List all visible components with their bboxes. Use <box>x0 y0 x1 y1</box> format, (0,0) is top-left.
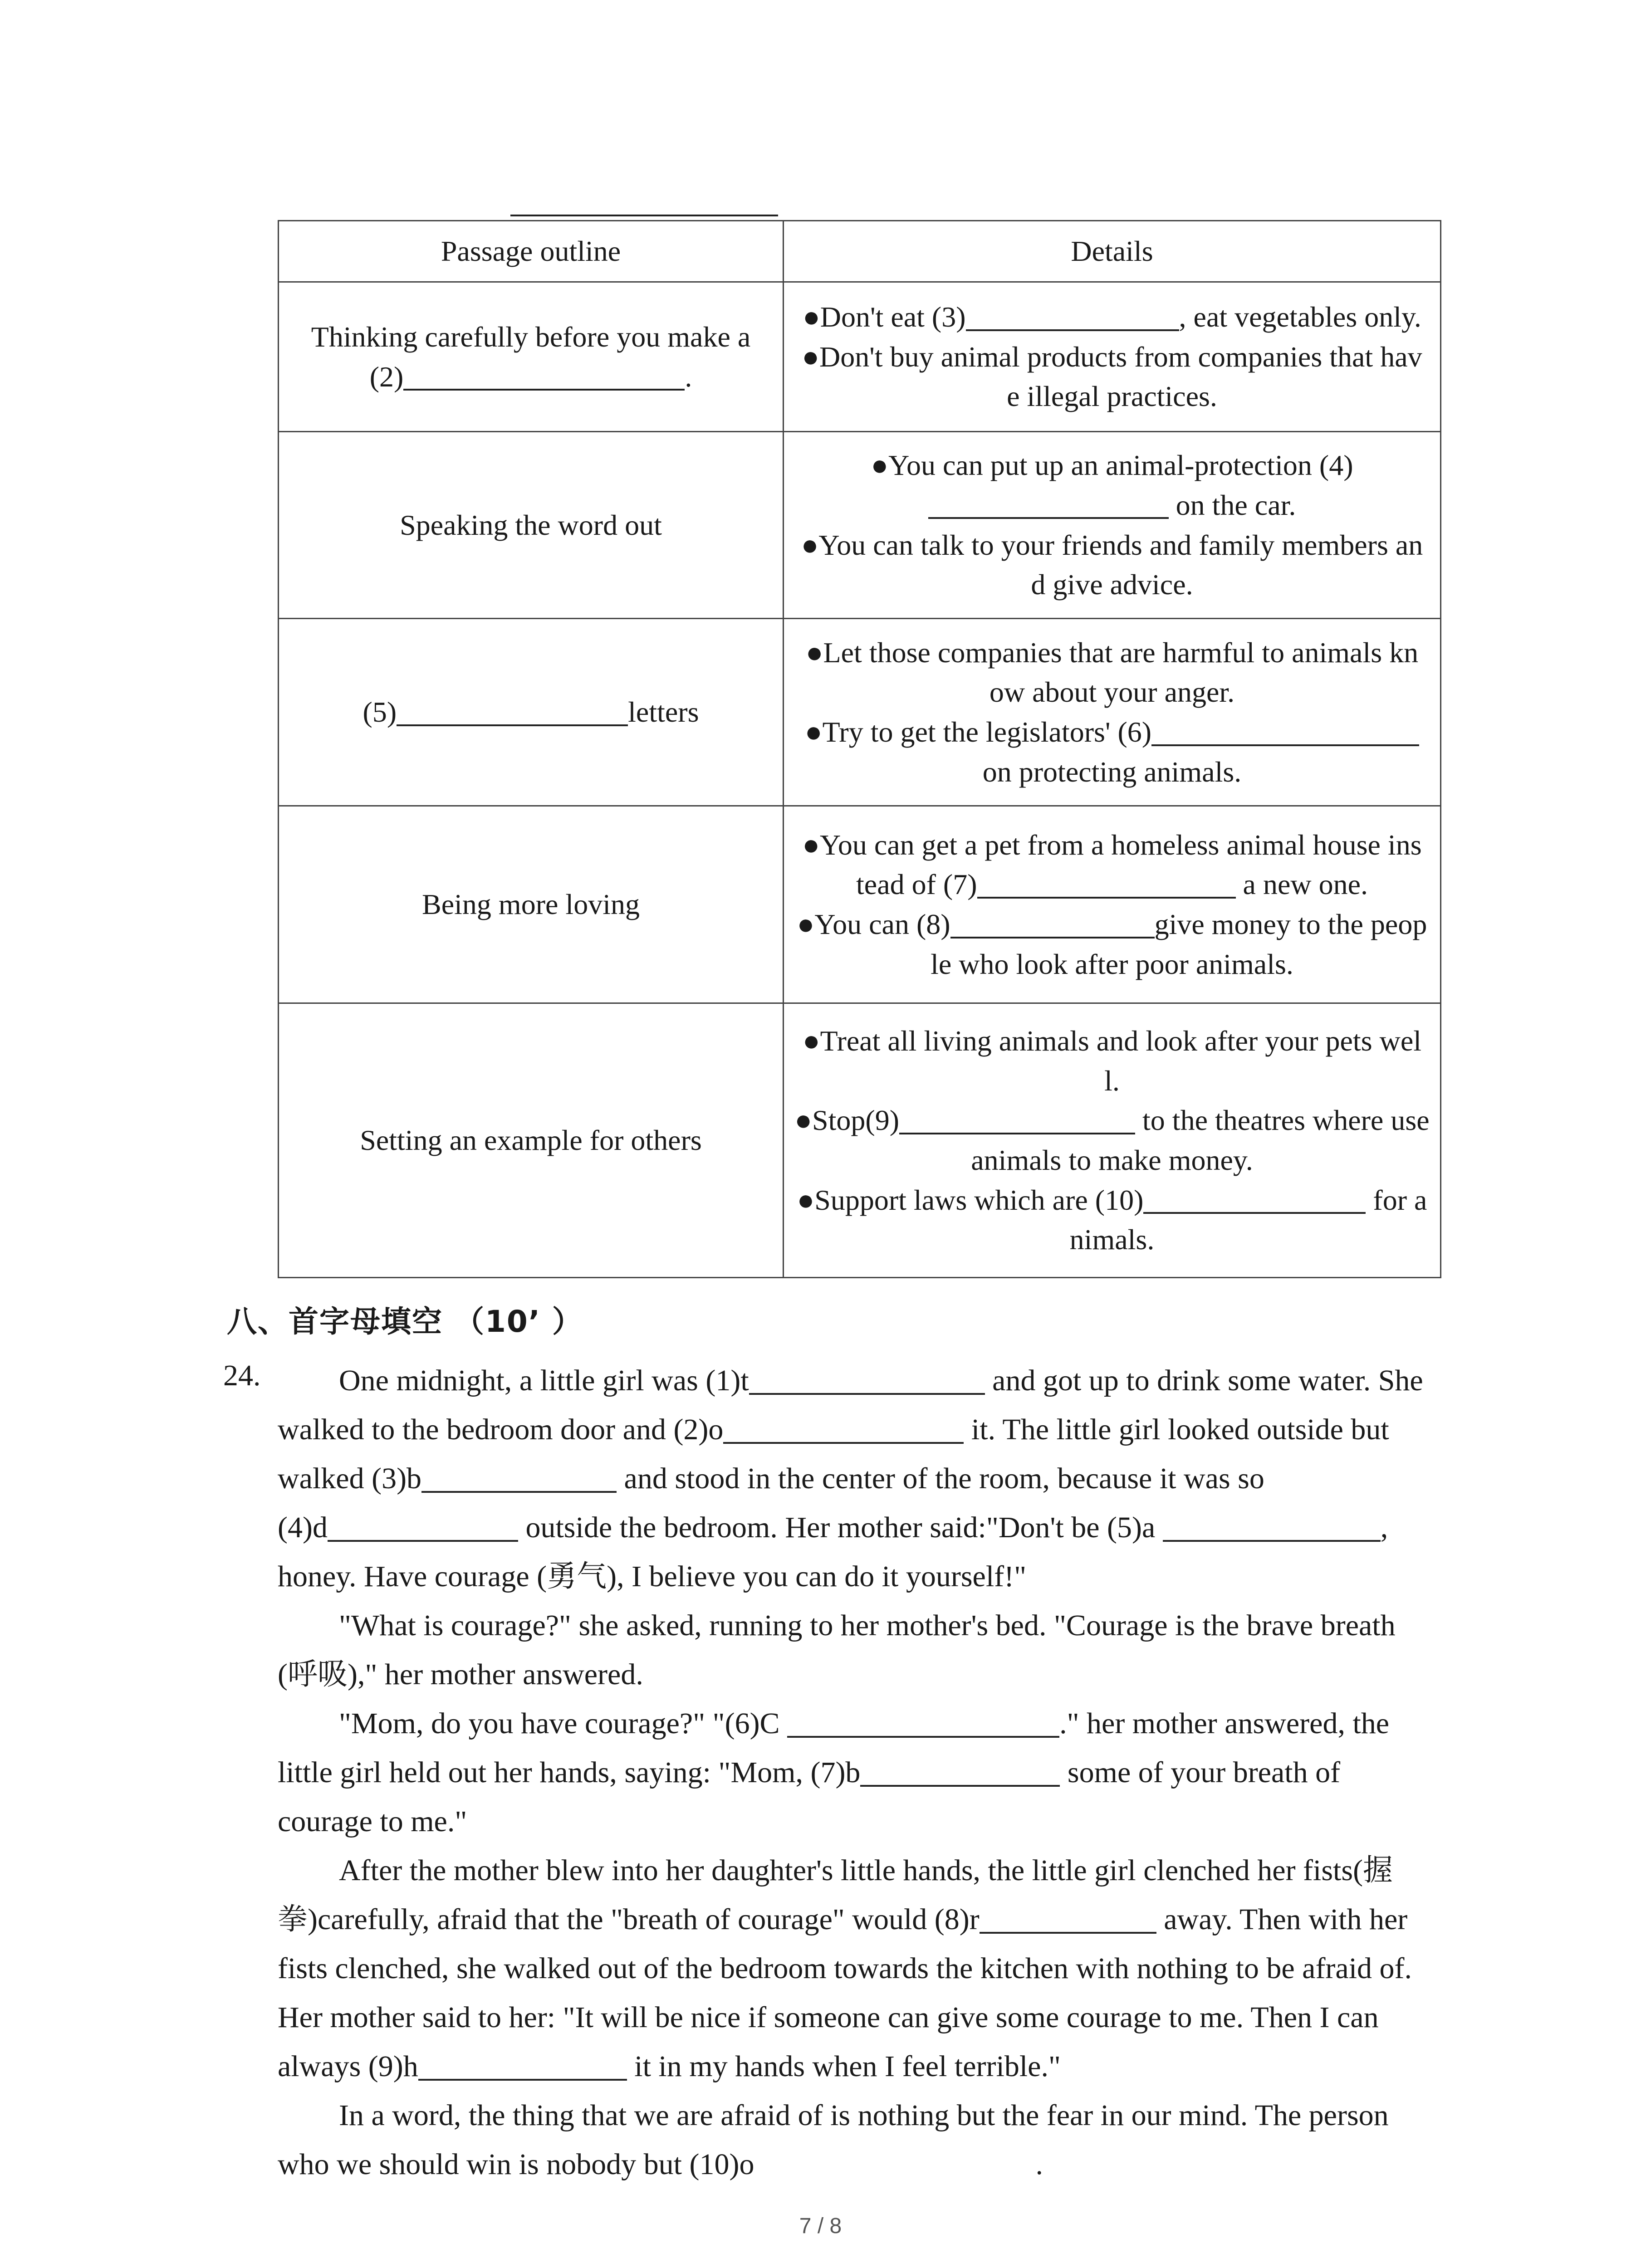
detail-item: ●Treat all living animals and look after your pets wel <box>803 1024 1421 1057</box>
blank-9[interactable] <box>899 1104 1135 1134</box>
outline-cell: (5) letters <box>279 619 784 806</box>
table-row <box>279 806 1441 1003</box>
section-title: 八、首字母填空 （10’ ） <box>227 1304 583 1339</box>
passage-line: "Mom, do you have courage?" "(6)C ." her mother answered, the <box>278 1699 1444 1748</box>
passage-line: who we should win is nobody but (10)o . <box>278 2148 1043 2181</box>
blank-4[interactable] <box>928 488 1169 519</box>
blank-p2[interactable] <box>723 1412 964 1444</box>
header-details: Details <box>784 221 1441 282</box>
detail-item: ●You can (8) give money to the peop <box>797 908 1427 940</box>
detail-item: ●Don't buy animal products from companies that hav <box>802 340 1422 373</box>
passage-line: "What is courage?" she asked, running to her mother's bed. "Courage is the brave breath <box>339 1609 1396 1642</box>
detail-item: ●Support laws which are (10) for a <box>797 1183 1427 1216</box>
passage-line: always (9)h it in my hands when I feel terrible." <box>278 2042 1444 2091</box>
passage-outline-table <box>278 220 1441 1278</box>
detail-item-cont: e illegal practices. <box>1007 380 1217 413</box>
passage-line: (4)d outside the bedroom. Her mother said:"Don't be (5)a , <box>278 1503 1444 1552</box>
blank-8[interactable] <box>950 908 1155 938</box>
detail-item-cont: l. <box>1104 1064 1120 1097</box>
passage-line: little girl held out her hands, saying: "Mom, (7)b some of your breath of <box>278 1748 1444 1797</box>
blank-p4[interactable] <box>328 1510 518 1542</box>
table-row <box>279 619 1441 806</box>
detail-item: ●Don't eat (3) , eat vegetables only. <box>803 300 1421 333</box>
blank-10[interactable] <box>1143 1183 1366 1214</box>
outline-cell <box>279 282 784 432</box>
page-number: 7 / 8 <box>799 2214 842 2238</box>
passage-line: One midnight, a little girl was (1)t and got up to drink some water. She <box>278 1356 1444 1405</box>
details-cell <box>784 432 1441 619</box>
outline-cell: Being more loving <box>279 806 784 1003</box>
blank-6[interactable] <box>1151 715 1419 746</box>
detail-item-cont: d give advice. <box>1031 568 1193 601</box>
detail-item-cont: nimals. <box>1069 1223 1155 1256</box>
table-row <box>279 1003 1441 1278</box>
blank-3[interactable] <box>966 300 1179 331</box>
detail-item: ●You can talk to your friends and family members an <box>801 528 1423 561</box>
question-number: 24. <box>223 1359 261 1392</box>
details-cell <box>784 1003 1441 1278</box>
details-cell <box>784 806 1441 1003</box>
passage-line: In a word, the thing that we are afraid of is nothing but the fear in our mind. The person <box>339 2099 1389 2132</box>
detail-item: ●You can put up an animal-protection (4) <box>871 449 1353 482</box>
blank-p7[interactable] <box>860 1755 1060 1787</box>
blank-2[interactable] <box>403 360 685 391</box>
table-row <box>279 282 1441 432</box>
detail-item-cont: animals to make money. <box>971 1144 1253 1176</box>
blank-p9[interactable] <box>418 2049 627 2081</box>
passage-line: courage to me." <box>278 1805 467 1838</box>
detail-item-cont: ow about your anger. <box>989 676 1235 709</box>
detail-item-cont: le who look after poor animals. <box>931 948 1293 980</box>
answer-line-top <box>510 215 778 216</box>
blank-p6[interactable] <box>787 1706 1059 1738</box>
detail-item: ●Let those companies that are harmful to animals kn <box>805 636 1419 669</box>
details-cell <box>784 282 1441 432</box>
outline-text: (2) . <box>369 360 692 393</box>
table-row <box>279 432 1441 619</box>
outline-cell: Speaking the word out <box>279 432 784 619</box>
passage-line: Her mother said to her: "It will be nice if someone can give some courage to me. Then I can <box>278 2001 1379 2034</box>
blank-p8[interactable] <box>980 1902 1156 1934</box>
passage-line: After the mother blew into her daughter's little hands, the little girl clenched her fists(握 <box>339 1854 1393 1887</box>
passage-line: honey. Have courage (勇气), I believe you can do it yourself!" <box>278 1560 1027 1593</box>
detail-item-cont: on protecting animals. <box>982 755 1242 788</box>
blank-7[interactable] <box>977 868 1236 899</box>
detail-item: ●Try to get the legislators' (6) <box>793 712 1431 752</box>
header-passage-outline: Passage outline <box>279 221 784 282</box>
detail-item: ●Stop(9) to the theatres where use <box>794 1104 1430 1137</box>
outline-text: Thinking carefully before you make a <box>311 320 751 353</box>
detail-item: ●You can get a pet from a homeless animal house ins <box>802 828 1422 861</box>
details-cell <box>784 619 1441 806</box>
passage <box>278 1356 1444 2189</box>
blank-p3[interactable] <box>421 1461 617 1493</box>
detail-item-cont: tead of (7) a new one. <box>856 868 1368 901</box>
table-header-row <box>279 221 1441 282</box>
passage-line: (呼吸)," her mother answered. <box>278 1658 643 1691</box>
passage-line: walked (3)b and stood in the center of the room, because it was so <box>278 1454 1444 1503</box>
outline-cell: Setting an example for others <box>279 1003 784 1278</box>
detail-item-cont: on the car. <box>793 485 1431 525</box>
blank-5[interactable] <box>397 695 628 726</box>
passage-line: walked to the bedroom door and (2)o it. The little girl looked outside but <box>278 1405 1444 1454</box>
passage-line: fists clenched, she walked out of the bedroom towards the kitchen with nothing to be afraid of. <box>278 1952 1412 1985</box>
blank-p5[interactable] <box>1163 1510 1381 1542</box>
passage-line: 拳)carefully, afraid that the "breath of courage" would (8)r away. Then with her <box>278 1895 1444 1944</box>
blank-p1[interactable] <box>749 1363 985 1395</box>
